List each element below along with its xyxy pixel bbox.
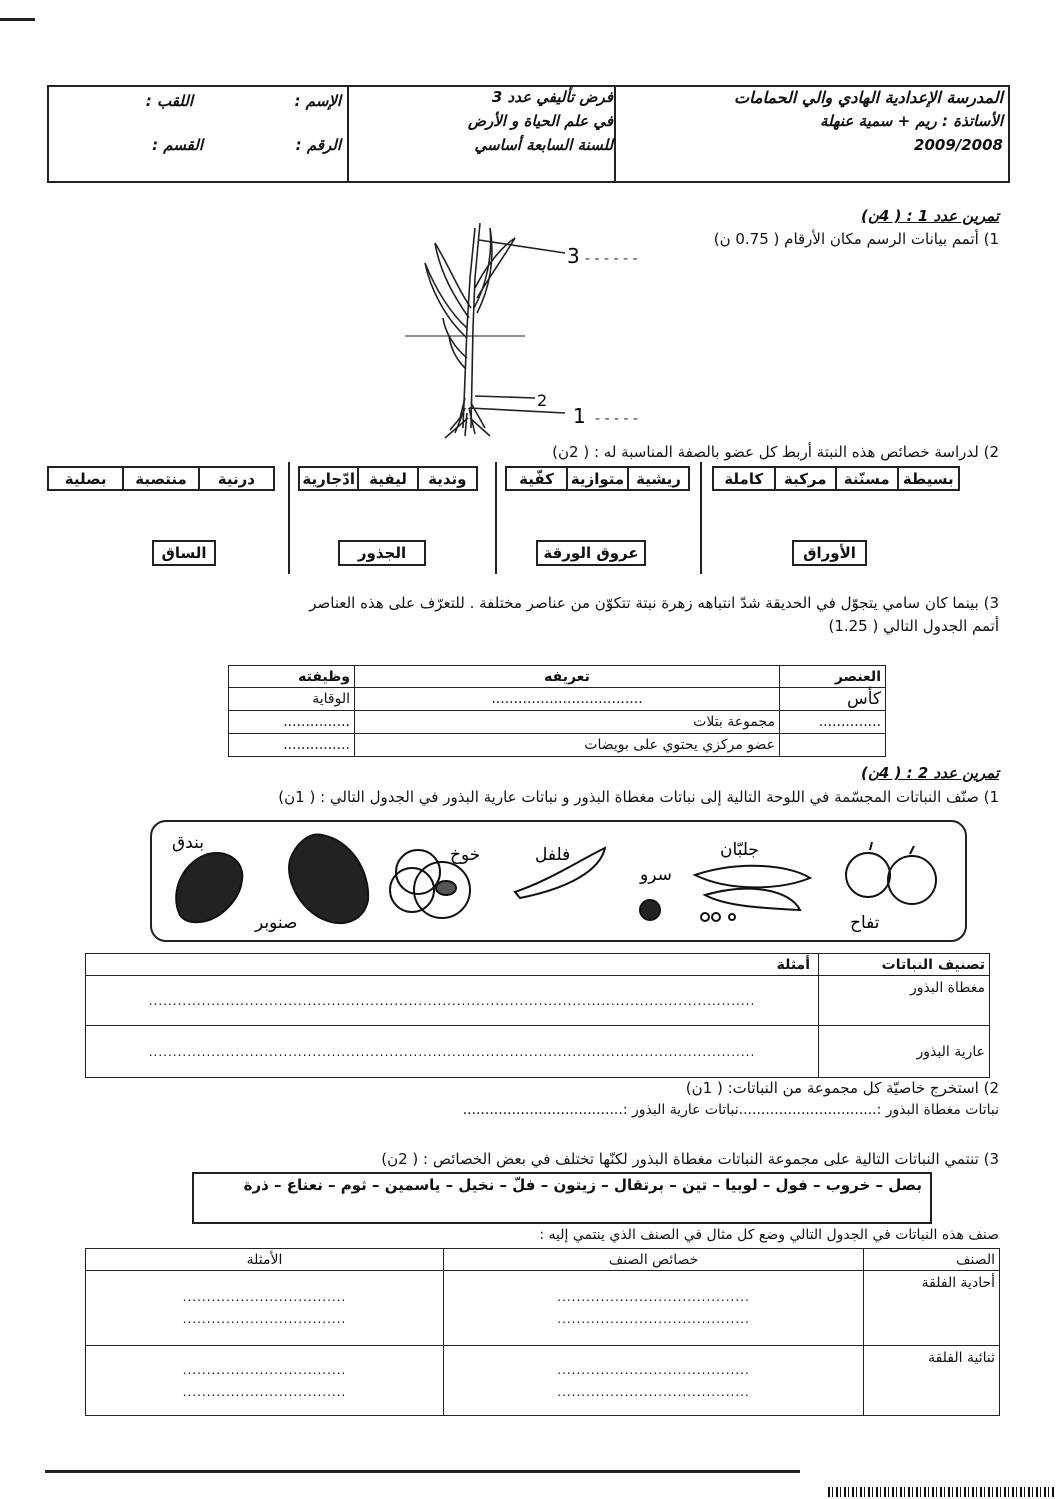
plant-pepper: فلفل: [535, 845, 571, 865]
cell-examples[interactable]: ..............................................................................................................................: [86, 976, 819, 1026]
footer-line: [45, 1470, 800, 1473]
col-function: وظيفته: [229, 666, 355, 688]
option-parallel[interactable]: متوازية: [566, 468, 627, 489]
option-compound[interactable]: مركبة: [774, 468, 836, 489]
cell-definition[interactable]: مجموعة بتلات: [355, 711, 780, 734]
ex1-q3-line2: أتمم الجدول التالي ( 1.25): [828, 617, 999, 635]
apple-icon: [846, 853, 890, 897]
cell-function[interactable]: ...............: [229, 711, 355, 734]
cell-definition[interactable]: ..................................: [355, 688, 780, 711]
ex2-q3: 3) تنتمي النباتات التالية على مجموعة النباتات مغطاة البذور لكنّها تختلف في بعض الخصائص : ( 2ن): [381, 1150, 999, 1168]
option-entire[interactable]: كاملة: [724, 470, 764, 488]
row-monocot: أحادية الفلقة: [864, 1271, 1000, 1346]
organ-veins[interactable]: عروق الورقة: [536, 540, 646, 566]
plant-peas: جلبّان: [720, 840, 759, 860]
plant-label-1: 1: [573, 404, 586, 428]
section-label: القسم :: [152, 136, 203, 154]
cotyledon-table: [85, 1248, 1000, 1416]
option-bulb[interactable]: بصلية: [64, 470, 107, 488]
col-type: الصنف: [864, 1249, 1000, 1271]
organ-leaves[interactable]: الأوراق: [792, 540, 867, 566]
col-classification: تصنيف النباتات: [819, 954, 990, 976]
option-pinnate[interactable]: ريشية: [627, 468, 688, 489]
ex2-q1: 1) صنّف النباتات المجسّمة في اللوحة التالية إلى نباتات مغطاة البذور و نباتات عارية البذور في الجدول التالي : ( 1ن): [278, 788, 999, 806]
col-definition: تعريفه: [355, 666, 780, 688]
plant-pine: صنوبر: [255, 913, 298, 933]
ex1-title: تمرين عدد 1 : ( 4ن): [861, 207, 999, 225]
svg-text:- - - - -: - - - - -: [595, 411, 639, 427]
scan-mark: [0, 18, 35, 21]
cell-examples[interactable]: .................................. ..................................: [86, 1346, 444, 1416]
ex2-q2: 2) استخرج خاصيّة كل مجموعة من النباتات: ( 1ن): [685, 1079, 999, 1097]
hazelnut-icon: [176, 853, 242, 922]
plant-cypress: سرو: [640, 865, 672, 885]
svg-text:- - - - - -: - - - - - -: [585, 251, 638, 267]
plant-peach: خوخ: [450, 845, 481, 865]
col-element: العنصر: [780, 666, 886, 688]
cypress-cone-icon: [640, 900, 660, 920]
cell-element[interactable]: [780, 734, 886, 757]
plants-illustrations: [150, 820, 967, 942]
option-erect[interactable]: منتصبة: [122, 468, 197, 489]
options-group-veins: [505, 466, 690, 491]
row-dicot: ثنائية الفلقة: [864, 1346, 1000, 1416]
organ-roots[interactable]: الجذور: [338, 540, 426, 566]
pine-cone-icon: [289, 835, 368, 923]
option-tuber[interactable]: درنية: [198, 468, 273, 489]
cell-characteristics[interactable]: ........................................ ........................................: [444, 1346, 864, 1416]
ex1-q1: 1) أتمم بيانات الرسم مكان الأرقام ( 0.75 ن): [713, 230, 999, 248]
option-taproot[interactable]: وتدية: [417, 468, 476, 489]
plant-label-2: 2: [537, 391, 548, 410]
plant-apple: تفاح: [850, 913, 880, 933]
organ-stem[interactable]: الساق: [152, 540, 216, 566]
name-label: الإسم :: [294, 92, 341, 110]
flower-table: [228, 665, 886, 757]
options-group-leaves: [712, 466, 960, 491]
option-palmate[interactable]: كفّية: [519, 470, 554, 488]
cell-element[interactable]: كأس: [780, 688, 886, 711]
classification-table: [85, 953, 990, 1078]
ex2-q3-instruction: صنف هذه النباتات في الجدول التالي وضع كل مثال في الصنف الذي ينتمي إليه :: [539, 1227, 999, 1243]
ex1-q2: 2) لدراسة خصائص هذه النبتة أربط كل عضو بالصفة المناسبة له : ( 2ن): [552, 443, 999, 461]
plant-label-3: 3: [567, 244, 580, 268]
plant-drawing: [405, 218, 695, 443]
pea-pod-icon: [695, 866, 810, 888]
option-simple[interactable]: بسيطة: [897, 468, 959, 489]
ex2-q2-line: نباتات مغطاة البذور :...............................نباتات عارية البذور :....................................: [462, 1102, 999, 1118]
barcode: [828, 1487, 1056, 1497]
cell-definition[interactable]: عضو مركزي يحتوي على بويضات: [355, 734, 780, 757]
options-group-stem: [47, 466, 275, 491]
ex2-title: تمرين عدد 2 : ( 4ن): [861, 764, 999, 782]
level: للسنة السابعة أساسي: [474, 136, 613, 154]
school-year: 2009/2008: [914, 136, 1003, 154]
options-group-roots: [298, 466, 478, 491]
row-gymnosperms: عارية البذور: [819, 1026, 990, 1078]
option-toothed[interactable]: مسنّنة: [835, 468, 897, 489]
cell-examples[interactable]: ..............................................................................................................................: [86, 1026, 819, 1078]
col-examples: أمثلة: [86, 954, 819, 976]
plant-list-box: [192, 1172, 932, 1224]
cell-function[interactable]: الوقاية: [229, 688, 355, 711]
test-title: فرض تأليفي عدد 3: [491, 88, 613, 106]
option-fibrous[interactable]: ليفية: [357, 468, 416, 489]
cell-function[interactable]: ...............: [229, 734, 355, 757]
cell-element[interactable]: ..............: [780, 711, 886, 734]
surname-label: اللقب :: [145, 92, 193, 110]
col-characteristics: خصائص الصنف: [444, 1249, 864, 1271]
plant-hazelnut: بندق: [172, 833, 204, 853]
number-label: الرقم :: [295, 136, 341, 154]
plant-list: بصل – خروب – فول – لوبيا – تين – برتقال – زيتون – فلّ – نخيل – ياسمين – ثوم – نعناع – ذرة: [243, 1176, 922, 1194]
row-angiosperms: مغطاة البذور: [819, 976, 990, 1026]
school-name: المدرسة الإعدادية الهادي والي الحمامات: [734, 88, 1003, 107]
ex1-q3-line1: 3) بينما كان سامي يتجوّل في الحديقة شدّ انتباهه زهرة نبتة تتكوّن من عناصر مختلفة . للتعرّف على هذه العناصر: [309, 594, 999, 612]
option-adventitious[interactable]: ادّجارية: [302, 470, 355, 488]
cell-examples[interactable]: .................................. ..................................: [86, 1271, 444, 1346]
col-examples: الأمثلة: [86, 1249, 444, 1271]
teachers: الأساتذة : ريم + سمية عنهلة: [819, 112, 1003, 130]
cell-characteristics[interactable]: ........................................ ........................................: [444, 1271, 864, 1346]
subject: في علم الحياة و الأرض: [467, 112, 613, 130]
